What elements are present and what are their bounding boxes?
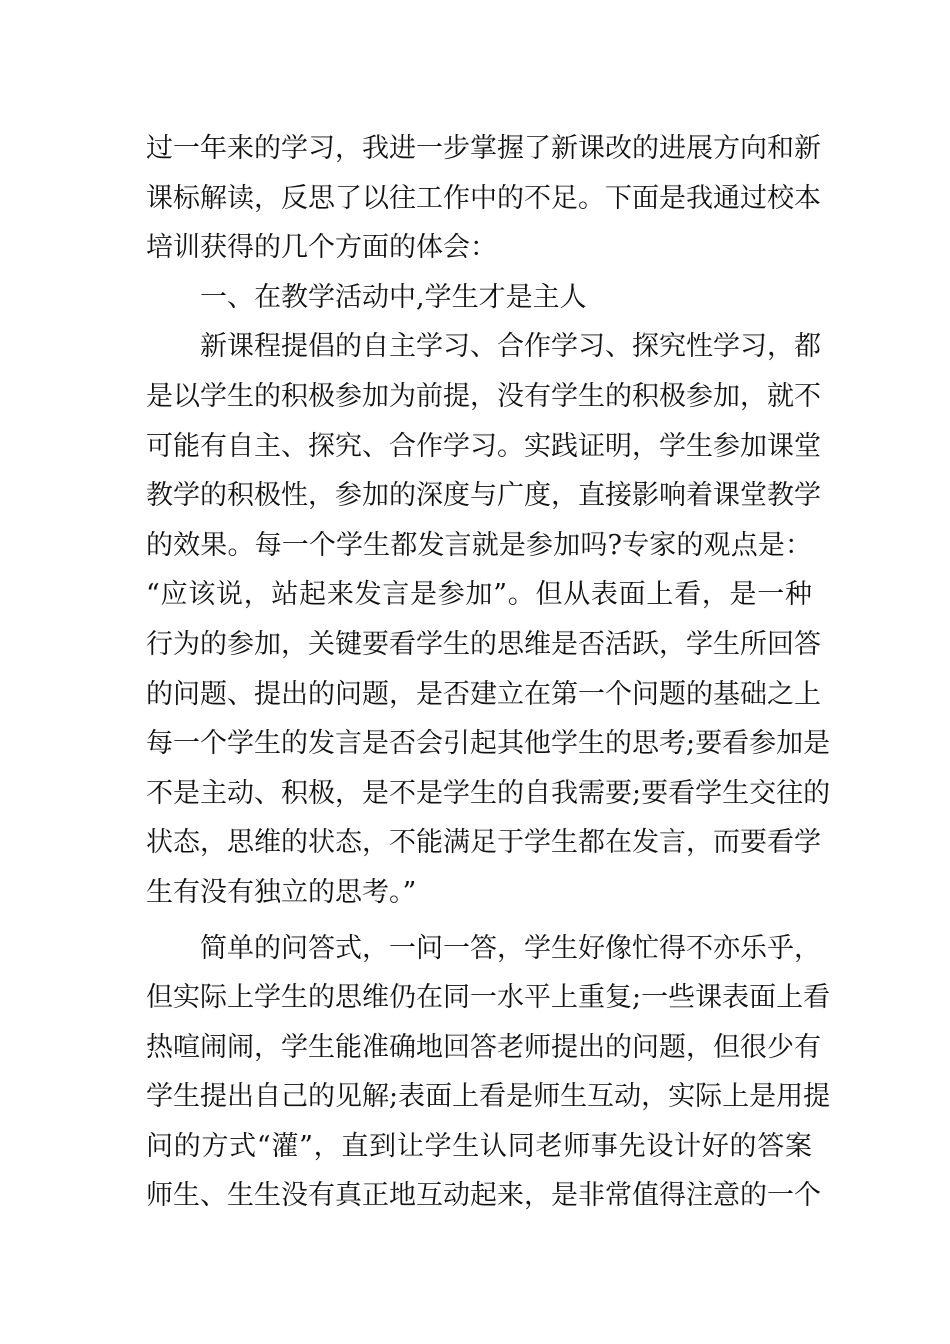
text-line: 教学的积极性，参加的深度与广度，直接影响着课堂教学 xyxy=(146,480,821,512)
text-line: 行为的参加，关键要看学生的思维是否活跃，学生所回答 xyxy=(146,628,821,660)
text-line: 的问题、提出的问题，是否建立在第一个问题的基础之上 xyxy=(146,678,821,710)
heading-line: 一、在教学活动中,学生才是主人 xyxy=(200,281,587,313)
text-line: “应该说，站起来发言是参加”。但从表面上看，是一种 xyxy=(146,579,812,611)
text-line: 培训获得的几个方面的体会： xyxy=(146,232,497,264)
text-line: 学生提出自己的见解;表面上看是师生互动，实际上是用提 xyxy=(146,1081,831,1113)
text-line: 新课程提倡的自主学习、合作学习、探究性学习，都 xyxy=(200,331,821,363)
text-line: 每一个学生的发言是否会引起其他学生的思考;要看参加是 xyxy=(146,728,831,760)
text-line: 问的方式“灌”，直到让学生认同老师事先设计好的答案 xyxy=(146,1130,812,1162)
text-line: 但实际上学生的思维仍在同一水平上重复;一些课表面上看 xyxy=(146,982,831,1014)
text-line: 是以学生的积极参加为前提，没有学生的积极参加，就不 xyxy=(146,380,821,412)
text-line: 课标解读，反思了以往工作中的不足。下面是我通过校本 xyxy=(146,182,821,214)
text-line: 状态，思维的状态，不能满足于学生都在发言，而要看学 xyxy=(146,827,821,859)
text-line: 可能有自主、探究、合作学习。实践证明，学生参加课堂 xyxy=(146,430,821,462)
text-line: 热喧闹闹，学生能准确地回答老师提出的问题，但很少有 xyxy=(146,1031,821,1063)
text-line: 生有没有独立的思考。” xyxy=(146,876,417,908)
paragraph-qa xyxy=(146,924,831,1222)
section-heading xyxy=(146,273,812,323)
text-line: 不是主动、积极，是不是学生的自我需要;要看学生交往的 xyxy=(146,777,831,809)
text-line: 简单的问答式，一问一答，学生好像忙得不亦乐乎， xyxy=(200,932,821,964)
paragraph-intro xyxy=(146,124,821,273)
body-text xyxy=(146,124,831,1221)
text-line: 师生、生生没有真正地互动起来，是非常值得注意的一个 xyxy=(146,1180,821,1212)
text-line: 的效果。每一个学生都发言就是参加吗?专家的观点是： xyxy=(146,529,812,561)
paragraph-participation xyxy=(146,322,831,917)
text-line: 过一年来的学习，我进一步掌握了新课改的进展方向和新 xyxy=(146,133,821,164)
